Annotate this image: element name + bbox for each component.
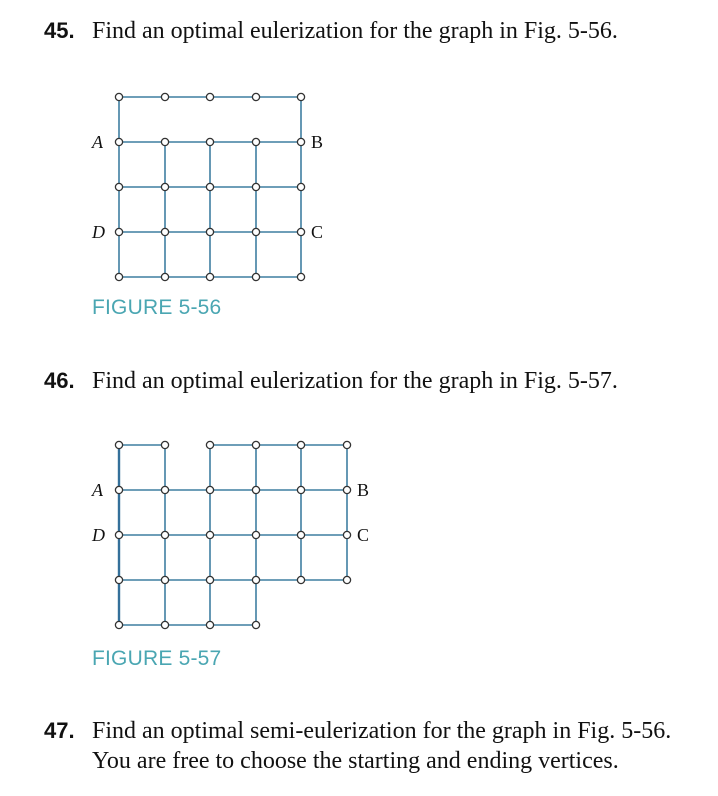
vertex-label-a: A xyxy=(92,132,103,152)
graph-vertex xyxy=(206,531,213,538)
graph-vertex xyxy=(252,93,259,100)
problem-45 xyxy=(44,16,618,46)
problem-number: 46. xyxy=(44,368,75,393)
graph-vertex xyxy=(297,531,304,538)
graph-vertex xyxy=(161,621,168,628)
graph-vertex xyxy=(297,576,304,583)
graph-vertex xyxy=(252,228,259,235)
graph-vertex xyxy=(115,531,122,538)
figure-5-56-graph xyxy=(0,80,360,292)
graph-vertex xyxy=(252,441,259,448)
graph-vertex xyxy=(161,486,168,493)
graph-vertex xyxy=(252,183,259,190)
graph-vertex xyxy=(252,621,259,628)
graph-vertex xyxy=(297,138,304,145)
graph-vertex xyxy=(115,621,122,628)
graph-vertex xyxy=(115,183,122,190)
graph-vertex xyxy=(206,273,213,280)
graph-vertex xyxy=(206,621,213,628)
graph-vertex xyxy=(206,576,213,583)
vertex-label-c: C xyxy=(357,525,370,545)
problem-text: Find an optimal semi-eulerization for the graph in Fig. 5-56. xyxy=(92,718,672,744)
problem-number: 47. xyxy=(44,718,75,743)
vertex-label-a: A xyxy=(92,480,103,500)
figure-5-57-graph xyxy=(0,428,400,640)
problem-47 xyxy=(44,716,671,776)
graph-vertex xyxy=(206,441,213,448)
graph-vertex xyxy=(206,486,213,493)
graph-vertex xyxy=(161,228,168,235)
graph-vertex xyxy=(206,183,213,190)
graph-vertex xyxy=(297,486,304,493)
graph-vertex xyxy=(343,441,350,448)
graph-vertex xyxy=(343,486,350,493)
figure-caption-5-57: FIGURE 5-57 xyxy=(92,647,222,670)
graph-vertex xyxy=(297,441,304,448)
problem-text: Find an optimal eulerization for the graph in Fig. 5-56. xyxy=(92,18,618,44)
graph-vertex xyxy=(115,576,122,583)
graph-vertex xyxy=(343,576,350,583)
problem-text: Find an optimal eulerization for the graph in Fig. 5-57. xyxy=(92,368,618,394)
graph-vertex xyxy=(297,273,304,280)
vertex-label-b: B xyxy=(357,480,370,500)
graph-vertex xyxy=(252,273,259,280)
graph-vertex xyxy=(115,228,122,235)
graph-vertex xyxy=(161,138,168,145)
graph-vertex xyxy=(161,576,168,583)
vertex-label-c: C xyxy=(311,222,324,242)
graph-vertex xyxy=(115,486,122,493)
problem-46 xyxy=(44,366,618,396)
graph-vertex xyxy=(161,93,168,100)
graph-vertex xyxy=(343,531,350,538)
graph-vertex xyxy=(161,531,168,538)
graph-vertex xyxy=(297,228,304,235)
graph-vertex xyxy=(206,93,213,100)
figure-caption-5-56: FIGURE 5-56 xyxy=(92,296,222,319)
problem-text-line2: You are free to choose the starting and ending vertices. xyxy=(92,748,619,774)
graph-vertex xyxy=(252,576,259,583)
graph-vertex xyxy=(115,441,122,448)
graph-vertex xyxy=(115,273,122,280)
graph-vertex xyxy=(252,531,259,538)
graph-vertex xyxy=(161,273,168,280)
graph-vertex xyxy=(297,183,304,190)
graph-vertex xyxy=(252,138,259,145)
graph-vertex xyxy=(115,93,122,100)
graph-vertex xyxy=(206,138,213,145)
problem-number: 45. xyxy=(44,18,75,43)
vertex-label-b: B xyxy=(311,132,324,152)
graph-vertex xyxy=(161,441,168,448)
vertex-label-d: D xyxy=(92,222,105,242)
graph-vertex xyxy=(297,93,304,100)
vertex-label-d: D xyxy=(92,525,105,545)
graph-vertex xyxy=(252,486,259,493)
graph-vertex xyxy=(161,183,168,190)
graph-vertex xyxy=(206,228,213,235)
graph-vertex xyxy=(115,138,122,145)
